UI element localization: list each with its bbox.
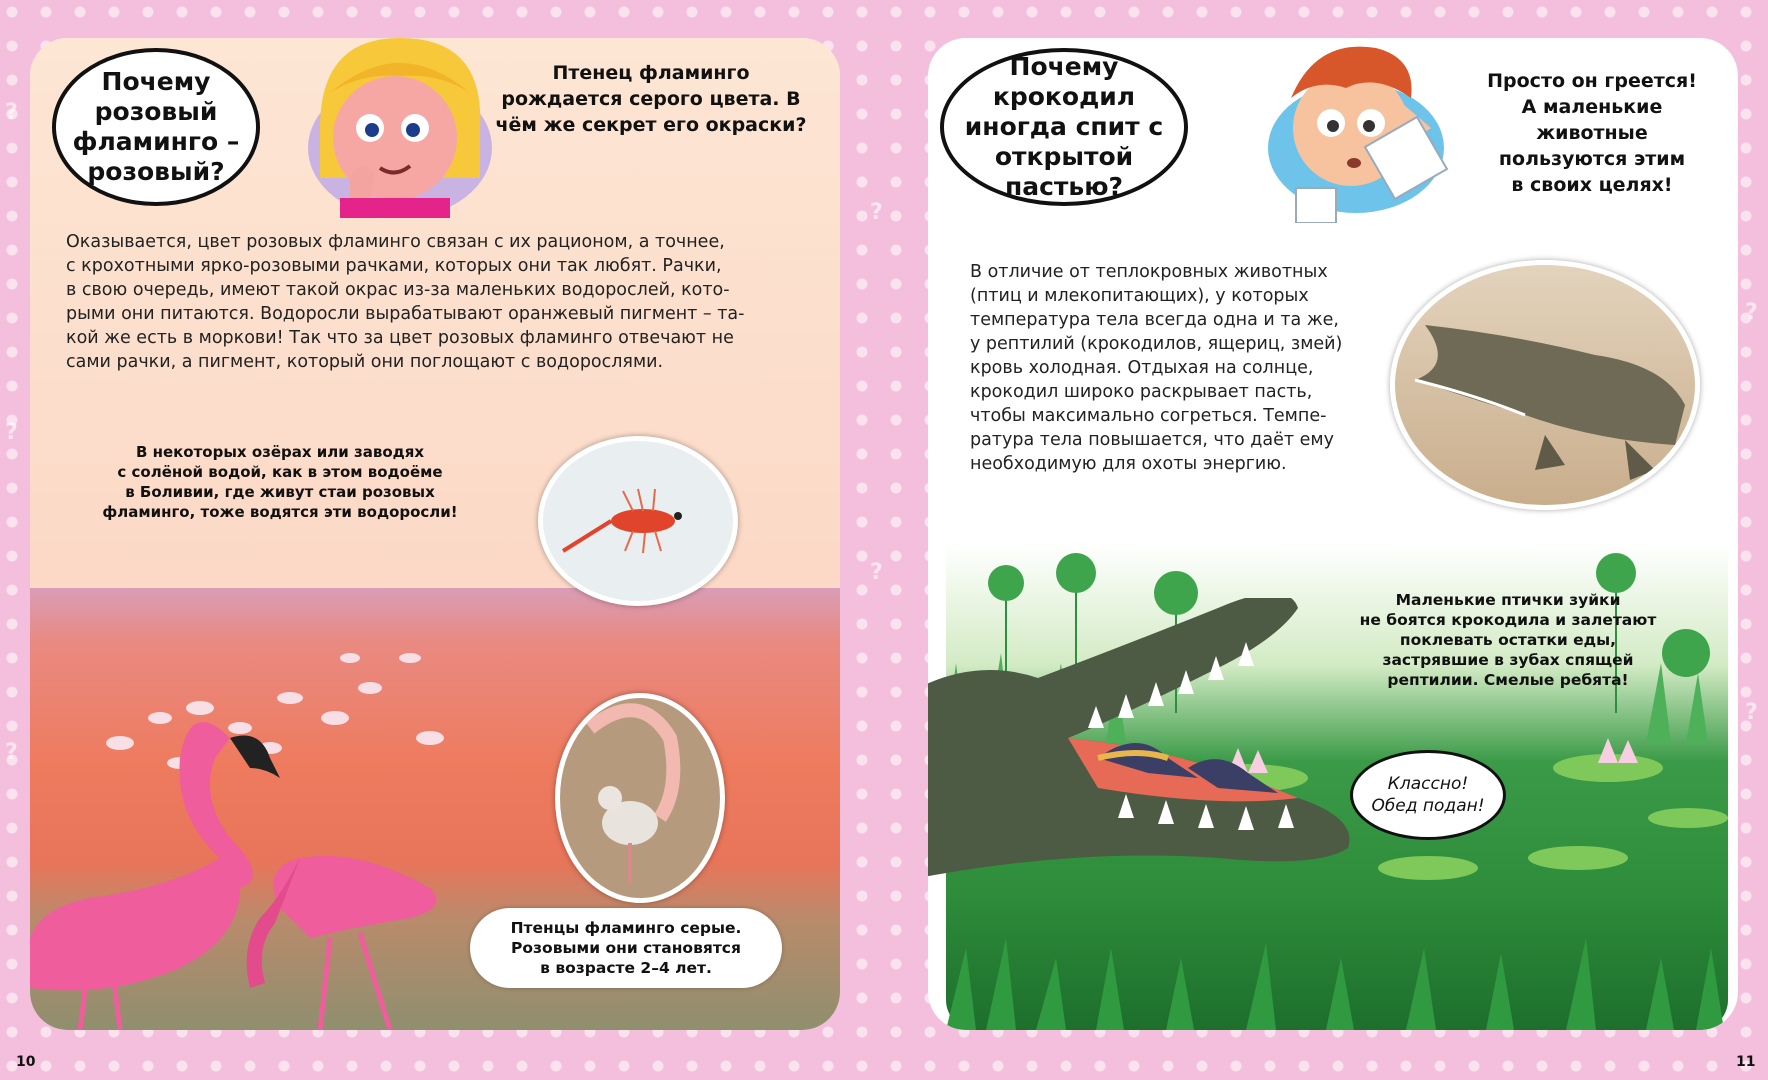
body-line: у рептилий (крокодилов, ящериц, змей) [970, 334, 1343, 354]
caption-line: Маленькие птички зуйки [1395, 591, 1621, 609]
body-line: кровь холодная. Отдыхая на солнце, [970, 358, 1314, 378]
question-mark-decoration: ? [1745, 700, 1758, 725]
intro-line: пользуются этим [1498, 148, 1686, 170]
question-bubble [52, 48, 260, 206]
body-line: необходимую для охоты энергию. [970, 454, 1287, 474]
question-mark-decoration: ? [1745, 300, 1758, 325]
intro-line: животные [1536, 122, 1648, 144]
intro-line: А маленькие [1521, 96, 1663, 118]
intro-text: Птенец фламинго рождается серого цвета. В чём же секрет его окраски? [495, 62, 807, 136]
speech-bubble [1350, 750, 1506, 840]
question-mark-decoration: ? [870, 200, 883, 225]
girl-character-illustration [290, 38, 510, 218]
caption-line: рептилии. Смелые ребята! [1387, 671, 1629, 689]
boy-character-illustration [1256, 38, 1456, 223]
question-bubble [940, 48, 1188, 206]
chick-caption [470, 908, 782, 988]
body-line: кой же есть в моркови! Так что за цвет розовых фламинго отвечают не [66, 328, 734, 348]
crocodile-cartoon-illustration [928, 598, 1378, 938]
body-line: В отличие от теплокровных животных [970, 262, 1328, 282]
grass-illustration [946, 928, 1728, 1030]
cartoon-flamingos-illustration [30, 698, 460, 1030]
caption-line: не боятся крокодила и залетают [1359, 611, 1657, 629]
question-mark-decoration: ? [5, 100, 18, 125]
caption-line: в Боливии, где живут стаи розовых [125, 483, 435, 501]
question-mark-decoration: ? [5, 420, 18, 445]
body-line: (птиц и млекопитающих), у которых [970, 286, 1309, 306]
body-line: сами рачки, а пигмент, который они поглощают с водорослями. [66, 352, 664, 372]
body-line: ратура тела повышается, что даёт ему [970, 430, 1334, 450]
body-line: чтобы максимально согреться. Темпе- [970, 406, 1327, 426]
intro-line: Просто он греется! [1487, 70, 1697, 92]
caption-line: В некоторых озёрах или заводях [135, 443, 425, 461]
flamingo-chick-photo [555, 693, 725, 903]
caption-line: фламинго, тоже водятся эти водоросли! [102, 503, 458, 521]
body-text [66, 230, 826, 374]
body-line: с крохотными ярко-розовыми рачками, которых они так любят. Рачки, [66, 256, 722, 276]
caption-line: с солёной водой, как в этом водоёме [117, 463, 443, 481]
page-number-left: 10 [16, 1054, 36, 1070]
caption-line: поклевать остатки еды, [1399, 631, 1617, 649]
caption-line: в возрасте 2–4 лет. [540, 959, 712, 977]
intro-line: в своих целях! [1511, 174, 1673, 196]
question-mark-decoration: ? [5, 740, 18, 765]
speech-line: Обед подан! [1371, 796, 1485, 816]
left-page [30, 38, 840, 1030]
body-line: в свою очередь, имеют такой окрас из-за маленьких водорослей, кото- [66, 280, 730, 300]
body-line: температура тела всегда одна и та же, [970, 310, 1339, 330]
question-mark-decoration: ? [870, 560, 883, 585]
caption-line: застрявшие в зубах спящей [1382, 651, 1634, 669]
speech-line: Классно! [1387, 774, 1469, 794]
page-number-right: 11 [1736, 1054, 1756, 1070]
caption-line: Птенцы фламинго серые. [510, 919, 742, 937]
right-page [928, 38, 1738, 1030]
body-text [970, 260, 1350, 476]
question-text: Почему крокодил иногда спит с открытой пастью? [964, 52, 1164, 201]
body-line: крокодил широко раскрывает пасть, [970, 382, 1313, 402]
body-line: Оказывается, цвет розовых фламинго связан с их рационом, а точнее, [66, 232, 725, 252]
lake-caption [90, 442, 470, 522]
birds-caption [1348, 590, 1668, 690]
body-line: рыми они питаются. Водоросли вырабатывают оранжевый пигмент – та- [66, 304, 745, 324]
intro-text [1482, 68, 1702, 198]
question-text: Почему розовый фламинго – розовый? [72, 67, 240, 186]
caption-line: Розовыми они становятся [511, 939, 741, 957]
crocodile-photo [1390, 260, 1700, 510]
brine-shrimp-photo [538, 436, 738, 606]
